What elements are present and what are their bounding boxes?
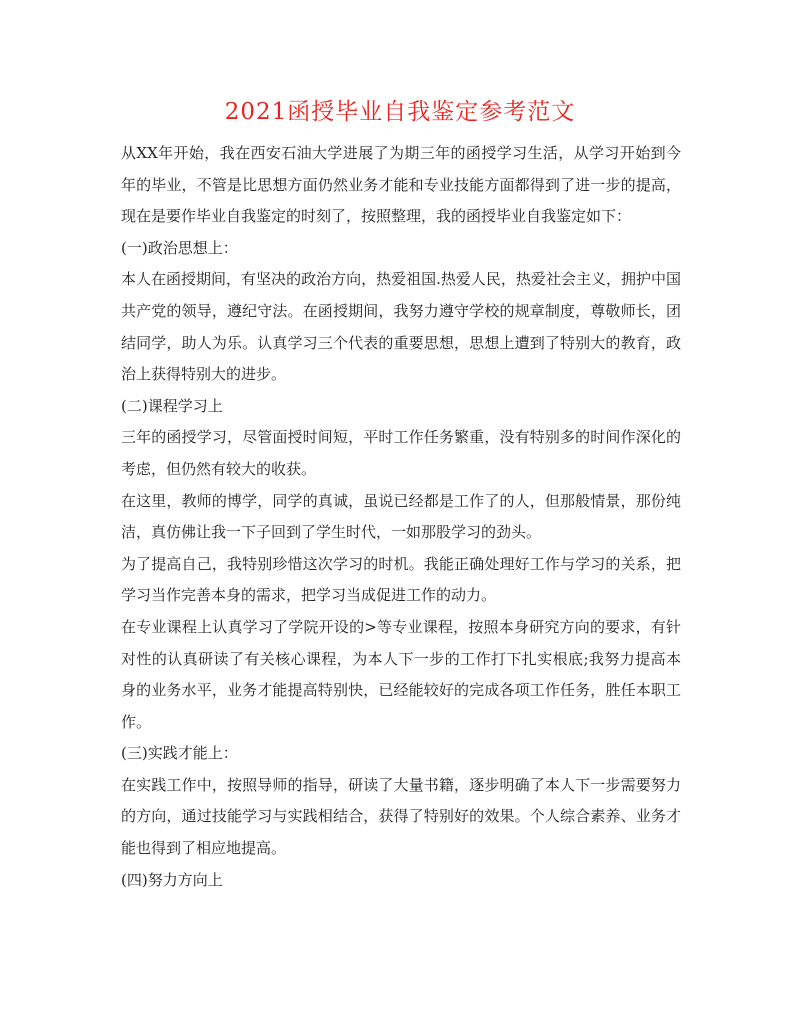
section-heading-politics: (一)政治思想上： — [121, 238, 238, 257]
document-title: 2021函授毕业自我鉴定参考范文 — [224, 99, 576, 125]
section-heading-courses: (二)课程学习上 — [121, 396, 223, 415]
paragraph-courses-2: 在这里，教师的博学，同学的真诚，虽说已经都是工作了的人，但那般情景，那份纯洁，真仿佛让我一下子回到了学生时代，一如那股学习的劲头。 — [121, 491, 681, 542]
paragraph-courses-4: 在专业课程上认真学习了学院开设的>等专业课程，按照本身研究方向的要求，有针对性的认真研读了有关核心课程，为本人下一步的工作打下扎实根底;我努力提高本身的业务水平，业务才能提高特别快，已经能较好的完成各项工作任务，胜任本职工作。 — [121, 617, 681, 731]
paragraph-practice: 在实践工作中，按照导师的指导，研读了大量书籍，逐步明确了本人下一步需要努力的方向，通过技能学习与实践相结合，获得了特别好的效果。个人综合素养、业务才能也得到了相应地提高。 — [121, 775, 681, 858]
section-heading-practice: (三)实践才能上： — [121, 744, 238, 763]
section-heading-direction: (四)努力方向上 — [121, 870, 223, 889]
paragraph-courses-3: 为了提高自己，我特别珍惜这次学习的时机。我能正确处理好工作与学习的关系，把学习当作完善本身的需求，把学习当成促进工作的动力。 — [121, 554, 681, 605]
paragraph-politics: 本人在函授期间，有坚决的政治方向，热爱祖国.热爱人民，热爱社会主义，拥护中国共产党的领导，遵纪守法。在函授期间，我努力遵守学校的规章制度，尊敬师长，团结同学，助人为乐。认真学习三个代表的重要思想，思想上遭到了特别大的教育，政治上获得特别大的进步。 — [121, 270, 681, 384]
paragraph-courses-1: 三年的函授学习，尽管面授时间短，平时工作任务繁重，没有特别多的时间作深化的考虑，但仍然有较大的收获。 — [121, 428, 681, 478]
document-body — [121, 138, 681, 896]
paragraph-intro: 从XX年开始，我在西安石油大学进展了为期三年的函授学习生活，从学习开始到今年的毕业，不管是比思想方面仍然业务才能和专业技能方面都得到了进一步的提高，现在是要作毕业自我鉴定的时刻了，按照整理，我的函授毕业自我鉴定如下： — [121, 144, 681, 226]
